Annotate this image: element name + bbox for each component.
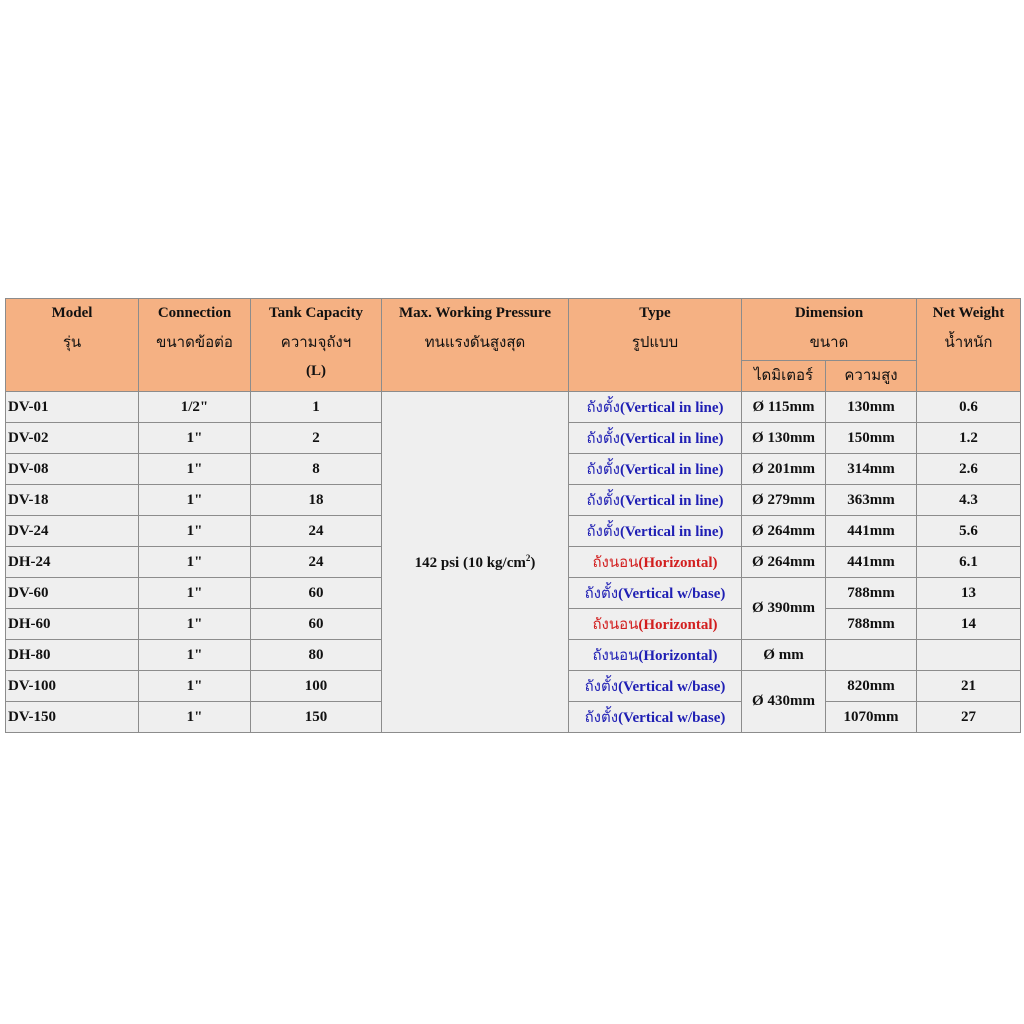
cell-height: 130mm (826, 392, 917, 423)
cell-diameter: Ø 430mm (742, 671, 826, 733)
cell-model: DH-60 (6, 609, 139, 640)
cell-type: ถังตั้ง(Vertical w/base) (569, 578, 742, 609)
header-dimension: Dimension ขนาด (742, 299, 917, 361)
spec-table (5, 298, 1021, 733)
cell-weight: 1.2 (917, 423, 1021, 454)
cell-height (826, 640, 917, 671)
cell-weight: 0.6 (917, 392, 1021, 423)
cell-type: ถังตั้ง(Vertical in line) (569, 485, 742, 516)
cell-model: DV-01 (6, 392, 139, 423)
cell-diameter: Ø 264mm (742, 547, 826, 578)
cell-capacity: 18 (251, 485, 382, 516)
cell-type: ถังตั้ง(Vertical in line) (569, 516, 742, 547)
cell-height: 1070mm (826, 702, 917, 733)
cell-model: DV-18 (6, 485, 139, 516)
cell-model: DV-100 (6, 671, 139, 702)
cell-capacity: 24 (251, 516, 382, 547)
cell-weight (917, 640, 1021, 671)
cell-model: DH-80 (6, 640, 139, 671)
cell-weight: 5.6 (917, 516, 1021, 547)
cell-height: 441mm (826, 547, 917, 578)
cell-capacity: 100 (251, 671, 382, 702)
cell-height: 314mm (826, 454, 917, 485)
header-capacity: Tank Capacity ความจุถังฯ (L) (251, 299, 382, 392)
cell-connection: 1" (139, 454, 251, 485)
cell-weight: 6.1 (917, 547, 1021, 578)
cell-diameter: Ø 279mm (742, 485, 826, 516)
cell-connection: 1" (139, 640, 251, 671)
cell-type: ถังนอน(Horizontal) (569, 640, 742, 671)
cell-type: ถังตั้ง(Vertical w/base) (569, 671, 742, 702)
cell-type: ถังตั้ง(Vertical in line) (569, 454, 742, 485)
cell-capacity: 8 (251, 454, 382, 485)
cell-pressure: 142 psi (10 $kg/cm^2$) (382, 392, 569, 733)
cell-connection: 1" (139, 547, 251, 578)
cell-capacity: 150 (251, 702, 382, 733)
cell-height: 150mm (826, 423, 917, 454)
header-weight: Net Weight น้ำหนัก (917, 299, 1021, 392)
cell-type: ถังตั้ง(Vertical in line) (569, 423, 742, 454)
cell-capacity: 60 (251, 578, 382, 609)
cell-type: ถังนอน(Horizontal) (569, 547, 742, 578)
cell-weight: 27 (917, 702, 1021, 733)
cell-height: 820mm (826, 671, 917, 702)
cell-model: DV-24 (6, 516, 139, 547)
cell-weight: 14 (917, 609, 1021, 640)
cell-diameter: Ø 390mm (742, 578, 826, 640)
cell-connection: 1" (139, 578, 251, 609)
cell-model: DV-02 (6, 423, 139, 454)
cell-capacity: 1 (251, 392, 382, 423)
cell-height: 788mm (826, 578, 917, 609)
cell-height: 441mm (826, 516, 917, 547)
cell-weight: 13 (917, 578, 1021, 609)
cell-capacity: 80 (251, 640, 382, 671)
cell-diameter: Ø mm (742, 640, 826, 671)
cell-connection: 1/2" (139, 392, 251, 423)
cell-diameter: Ø 115mm (742, 392, 826, 423)
cell-weight: 4.3 (917, 485, 1021, 516)
header-pressure: Max. Working Pressure ทนแรงดันสูงสุด (382, 299, 569, 392)
cell-diameter: Ø 201mm (742, 454, 826, 485)
cell-weight: 2.6 (917, 454, 1021, 485)
cell-weight: 21 (917, 671, 1021, 702)
header-connection: Connection ขนาดข้อต่อ (139, 299, 251, 392)
cell-height: 363mm (826, 485, 917, 516)
header-height: ความสูง (826, 361, 917, 392)
cell-model: DH-24 (6, 547, 139, 578)
cell-connection: 1" (139, 485, 251, 516)
header-type: Type รูปแบบ (569, 299, 742, 392)
cell-model: DV-60 (6, 578, 139, 609)
table-row (6, 392, 1021, 423)
cell-capacity: 2 (251, 423, 382, 454)
header-diameter: ไดมิเตอร์ (742, 361, 826, 392)
cell-type: ถังตั้ง(Vertical w/base) (569, 702, 742, 733)
cell-capacity: 60 (251, 609, 382, 640)
cell-type: ถังตั้ง(Vertical in line) (569, 392, 742, 423)
cell-connection: 1" (139, 671, 251, 702)
cell-capacity: 24 (251, 547, 382, 578)
cell-model: DV-08 (6, 454, 139, 485)
cell-connection: 1" (139, 516, 251, 547)
cell-diameter: Ø 130mm (742, 423, 826, 454)
cell-model: DV-150 (6, 702, 139, 733)
cell-connection: 1" (139, 423, 251, 454)
cell-connection: 1" (139, 609, 251, 640)
header-model: Model รุ่น (6, 299, 139, 392)
cell-connection: 1" (139, 702, 251, 733)
cell-height: 788mm (826, 609, 917, 640)
cell-diameter: Ø 264mm (742, 516, 826, 547)
cell-type: ถังนอน(Horizontal) (569, 609, 742, 640)
